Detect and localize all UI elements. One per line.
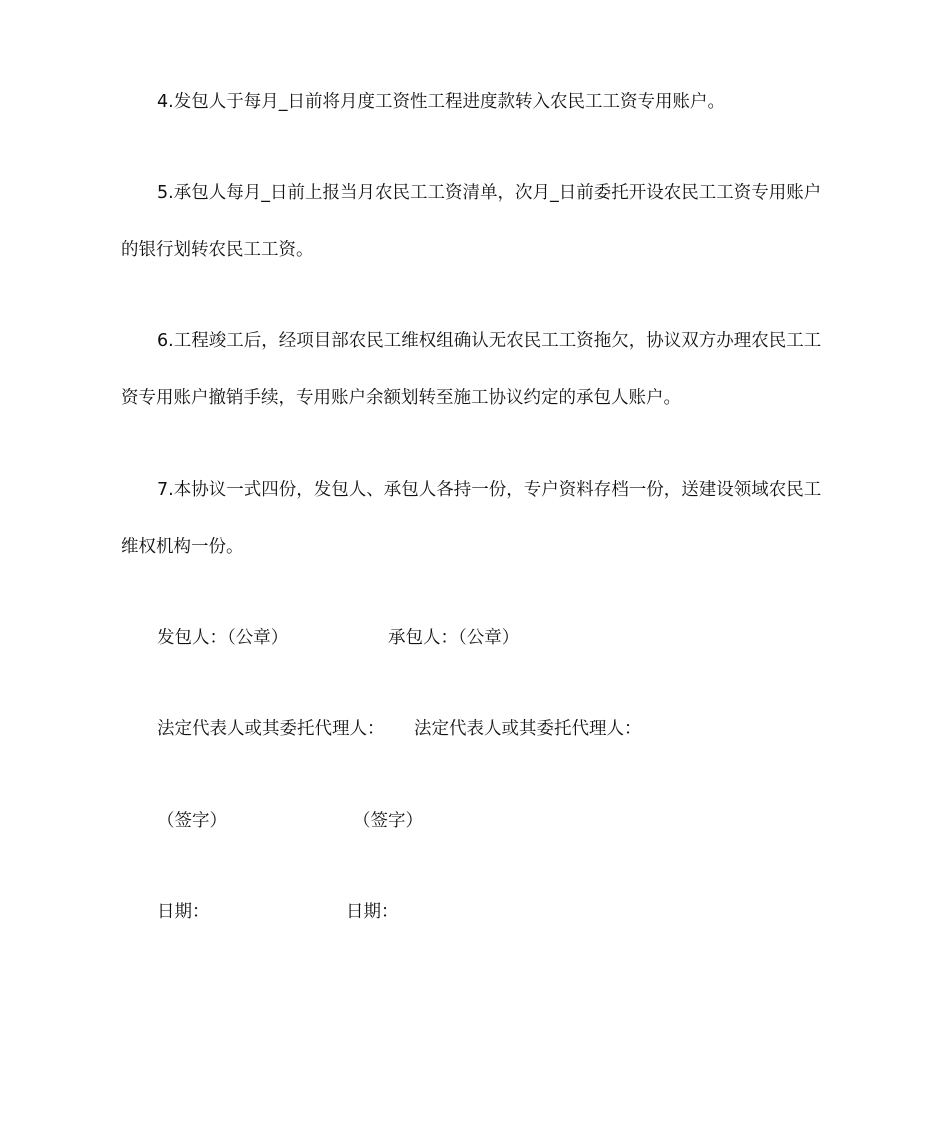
contractor-seal-label: 承包人：（公章）	[388, 628, 520, 648]
clause-4: 4.发包人于每月_日前将月度工资性工程进度款转入农民工工资专用账户。	[157, 92, 725, 112]
contractor-representative-label: 法定代表人或其委托代理人：	[414, 719, 642, 739]
seal-row	[0, 623, 950, 653]
employer-signature-label: （签字）	[157, 811, 227, 831]
employer-seal-label: 发包人：（公章）	[157, 628, 289, 648]
clause-6: 6.工程竣工后，经项目部农民工维权组确认无农民工工资拖欠，协议双方办理农民工工资专用账户撤销手续，专用账户余额划转至施工协议约定的承包人账户。	[121, 331, 822, 408]
contractor-date-label: 日期：	[346, 902, 399, 922]
clause-5: 5.承包人每月_日前上报当月农民工工资清单，次月_日前委托开设农民工工资专用账户的银行划转农民工工资。	[121, 183, 822, 260]
representative-row	[0, 714, 950, 744]
clause-7: 7.本协议一式四份，发包人、承包人各持一份，专户资料存档一份，送建设领域农民工维权机构一份。	[121, 480, 822, 557]
signature-row	[0, 806, 950, 836]
employer-date-label: 日期：	[157, 902, 210, 922]
date-row	[0, 897, 950, 927]
employer-representative-label: 法定代表人或其委托代理人：	[157, 719, 385, 739]
contractor-signature-label: （签字）	[353, 811, 423, 831]
